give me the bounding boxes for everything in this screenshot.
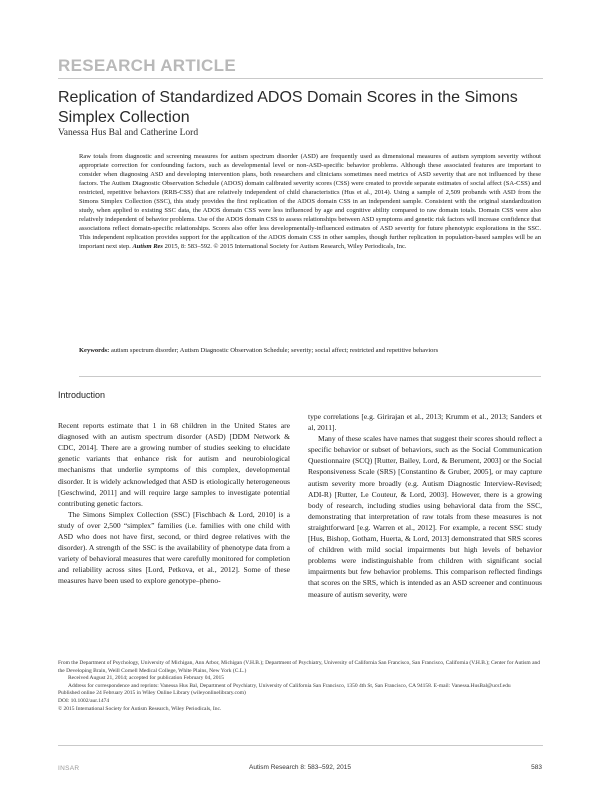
footnote-correspondence: Address for correspondence and reprints: Vanessa Hus Bal, Department of Psychiatry, University of California San Francisco, 1350 4th St, San Francisco, CA 94158. E-mail: Vanessa.HusBal@ucsf.edu xyxy=(68,682,511,689)
footnote-published: Published online 24 February 2015 in Wiley Online Library (wileyonlinelibrary.com) xyxy=(58,690,246,697)
intro-heading: Introduction xyxy=(58,390,106,400)
footer-rule xyxy=(58,745,543,746)
left-column xyxy=(58,390,290,587)
footnote-doi: DOI: 10.1002/aur.1474 xyxy=(58,697,110,704)
right-column xyxy=(308,411,542,600)
footnote-copyright: © 2015 International Society for Autism Research, Wiley Periodicals, Inc. xyxy=(58,705,222,712)
abstract-text: Raw totals from diagnostic and screening measures for autism spectrum disorder (ASD) are frequently used as dimensional measures of autism symptom severity without appropriate correction for confounding factors, such as developmental level or non-ASD-specific behavior problems. Although these associated features are important to consider when diagnosing ASD and developing intervention plans, both researchers and clinicians sometimes need metrics of ASD severity that are not influenced by these factors. The Autism Diagnostic Observation Schedule (ADOS) domain calibrated severity scores (CSS) were created to provide separate estimates of social affect (SA-CSS) and restricted, repetitive behaviors (RRB-CSS) that are relatively independent of child characteristics (Hus et al., 2014). Using a sample of 2,509 probands with ASD from the Simons Simplex Collection (SSC), this study provides the first replication of the ADOS domain CSS in an independent sample. Consistent with the original standardization study, when applied to existing SSC data, the ADOS domain CSS were less influenced by age and cognitive ability compared to raw domain totals. Domain CSS were also relatively independent of behavior problems. Use of the ADOS domain CSS to assess relationships between ASD symptoms and genetic risk factors will increase confidence that associations reflect domain-specific relationships. Scores also offer less developmentally-influenced estimates of ASD severity for future phenotypic explorations in the SSC. This independent replication provides support for the application of the ADOS domain CSS in other samples, though further replication in population-based samples will be an important next step. xyxy=(79,153,541,250)
paragraph: Recent reports estimate that 1 in 68 children in the United States are diagnosed with an autism spectrum disorder (ASD) [DDM Network & CDC, 2014]. There are a growing number of studies seeking to elucidate genetic variants that enhance risk for autism and neurobiological mechanisms that underlie symptoms of this complex, developmental disorder. It is widely acknowledged that ASD is etiologically heterogeneous [Geschwind, 2011] and will require large samples to investigate potential contributing genetic factors. xyxy=(58,421,290,508)
keywords-text: autism spectrum disorder; Autism Diagnostic Observation Schedule; severity; social affect; restricted and repetitive behaviors xyxy=(109,347,439,354)
footnote-affiliations: From the Department of Psychology, University of Michigan, Ann Arbor, Michigan (V.H.B.); Department of Psychiatry, University of California San Francisco, San Francisco, California (V.H.B.); Center for Autism and the Developing Brain, Weill Cornell Medical College, White Plains, New York (C.L.) xyxy=(58,660,541,674)
article-authors: Vanessa Hus Bal and Catherine Lord xyxy=(58,128,199,138)
keywords xyxy=(79,346,539,355)
citation-details: 2015, 8: 583–592. © 2015 International Society for Autism Research, Wiley Periodicals, Inc. xyxy=(162,242,407,250)
keywords-label: Keywords: xyxy=(79,347,110,354)
article-title: Replication of Standardized ADOS Domain Scores in the Simons Simplex Collection xyxy=(58,89,518,126)
keywords-rule xyxy=(79,376,541,377)
footer-society: INSAR xyxy=(58,765,80,772)
page-number: 583 xyxy=(531,764,542,771)
section-label: RESEARCH ARTICLE xyxy=(58,56,236,75)
paragraph: type correlations [e.g. Girirajan et al., 2013; Krumm et al., 2013; Sanders et al, 2011]. xyxy=(308,412,542,433)
footnote-received: Received August 21, 2014; accepted for publication February 04, 2015 xyxy=(68,675,224,682)
paragraph: The Simons Simplex Collection (SSC) [Fischbach & Lord, 2010] is a study of over 2,500 “simplex” families (i.e. families with one child with ASD who does not have first, second, or third degree relatives with the disorder). A strength of the SSC is the availability of phenotype data from a variety of behavioral measures that were carefully monitored for completion and reliability across sites [Lord, Petkova, et al., 2012]. Some of these measures have been used to explore genotype–pheno- xyxy=(58,509,290,586)
footer-journal: Autism Research 8: 583–592, 2015 xyxy=(249,764,351,771)
paragraph: Many of these scales have names that suggest their scores should reflect a specific behavior or subset of behaviors, such as the Social Communication Questionnaire (SCQ) [Rutter, Bailey, Lord, & Berument, 2003] or the Social Responsiveness Scale (SRS) [Constantino & Gruber, 2005], or may capture autism severity more broadly (e.g. Autism Diagnostic Interview-Revised; ADI-R) [Rutter, Le Couteur, & Lord, 2003]. However, there is a growing body of research, including studies using behavioral data from the SSC, demonstrating that interpretation of raw totals from these measures is not straightforward [e.g. Warren et al., 2012]. For example, a recent SSC study [Hus, Bishop, Gotham, Huerta, & Lord, 2013] demonstrated that SRS scores of children with mild social impairments but high levels of behavior problems were indistinguishable from children with significant social impairments but few behavior problems. This comparison reflected findings that scores on the SRS, which is intended as an ASD screener and continuous measure of autism severity, were xyxy=(308,434,542,599)
citation-journal: Autism Res xyxy=(132,242,163,250)
abstract xyxy=(79,153,541,251)
header-rule xyxy=(58,78,543,79)
footnotes xyxy=(58,660,543,713)
